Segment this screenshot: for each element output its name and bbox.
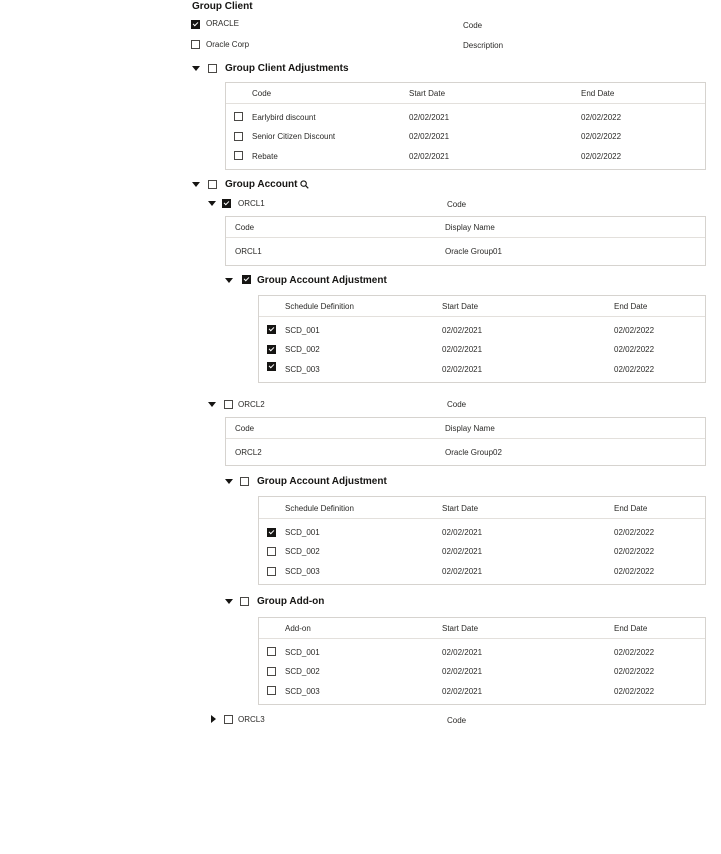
caret-down-icon[interactable] [225,479,233,484]
table-cell-end: 02/02/2022 [614,365,655,374]
table-cell-end: 02/02/2022 [614,326,655,335]
addon-title: Group Add-on [257,596,325,607]
table-cell-end: 02/02/2022 [614,687,655,696]
table-cell-schedule: SCD_003 [285,567,320,576]
account-adjustment-title: Group Account Adjustment [257,476,387,487]
column-header-schedule-definition: Schedule Definition [285,504,354,513]
group-account-title: Group Account [225,179,298,190]
table-cell-code: ORCL1 [235,247,262,256]
table-cell-start: 02/02/2021 [409,152,450,161]
client-name-oracle-corp: Oracle Corp [206,40,250,49]
account-adjustment-title: Group Account Adjustment [257,275,387,286]
column-header-end-date: End Date [581,89,615,98]
row-checkbox[interactable] [267,667,276,676]
oracle-corp-checkbox[interactable] [191,40,200,49]
table-divider [226,438,705,439]
table-cell-schedule: SCD_002 [285,547,320,556]
column-header-start-date: Start Date [442,624,479,633]
addon-checkbox[interactable] [240,597,249,606]
search-icon[interactable] [300,180,309,189]
column-header-code: Code [235,223,255,232]
table-cell-start: 02/02/2021 [442,567,483,576]
account-name-orcl1: ORCL1 [238,199,265,208]
table-cell-start: 02/02/2021 [409,113,450,122]
table-cell-start: 02/02/2021 [442,528,483,537]
column-header-end-date: End Date [614,504,648,513]
account-field-code: Code [447,716,467,725]
row-checkbox[interactable] [234,151,243,160]
caret-down-icon[interactable] [192,66,200,71]
orcl3-checkbox[interactable] [224,715,233,724]
account-field-code: Code [447,200,467,209]
table-divider [259,316,705,317]
client-adjustments-checkbox[interactable] [208,64,217,73]
table-cell-start: 02/02/2021 [442,648,483,657]
client-name-oracle: ORACLE [206,19,239,28]
table-cell-display-name: Oracle Group01 [445,247,502,256]
oracle-checkbox[interactable] [191,20,200,29]
table-cell-start: 02/02/2021 [442,667,483,676]
column-header-end-date: End Date [614,624,648,633]
row-checkbox[interactable] [267,528,276,537]
table-cell-display-name: Oracle Group02 [445,448,502,457]
table-cell-add-on: SCD_001 [285,648,320,657]
table-cell-end: 02/02/2022 [581,152,622,161]
table-cell-code: Senior Citizen Discount [252,132,336,141]
table-cell-end: 02/02/2022 [614,345,655,354]
table-cell-start: 02/02/2021 [409,132,450,141]
table-divider [226,103,705,104]
caret-right-icon[interactable] [211,715,216,723]
row-checkbox[interactable] [234,112,243,121]
table-cell-end: 02/02/2022 [614,528,655,537]
account-name-orcl2: ORCL2 [238,400,265,409]
client-adjustments-table [225,82,706,170]
column-header-start-date: Start Date [442,302,479,311]
row-checkbox[interactable] [267,547,276,556]
table-cell-schedule: SCD_001 [285,528,320,537]
account-adjustment-checkbox[interactable] [240,477,249,486]
table-divider [259,518,705,519]
table-cell-schedule: SCD_003 [285,365,320,374]
table-cell-end: 02/02/2022 [581,132,622,141]
table-cell-start: 02/02/2021 [442,687,483,696]
row-checkbox[interactable] [267,345,276,354]
column-header-code: Code [252,89,272,98]
account-name-orcl3: ORCL3 [238,715,265,724]
table-cell-schedule: SCD_002 [285,345,320,354]
table-cell-add-on: SCD_003 [285,687,320,696]
table-divider [226,237,705,238]
row-checkbox[interactable] [267,567,276,576]
table-divider [259,638,705,639]
column-header-schedule-definition: Schedule Definition [285,302,354,311]
table-cell-schedule: SCD_001 [285,326,320,335]
caret-down-icon[interactable] [208,201,216,206]
account-field-code: Code [447,400,467,409]
group-account-checkbox[interactable] [208,180,217,189]
column-header-display-name: Display Name [445,223,495,232]
table-cell-end: 02/02/2022 [614,567,655,576]
table-cell-start: 02/02/2021 [442,547,483,556]
caret-down-icon[interactable] [208,402,216,407]
table-cell-code: ORCL2 [235,448,262,457]
caret-down-icon[interactable] [192,182,200,187]
table-cell-end: 02/02/2022 [614,648,655,657]
orcl1-checkbox[interactable] [222,199,231,208]
account-adjustment-checkbox[interactable] [242,275,251,284]
row-checkbox[interactable] [267,686,276,695]
caret-down-icon[interactable] [225,278,233,283]
table-cell-end: 02/02/2022 [614,667,655,676]
column-header-start-date: Start Date [409,89,446,98]
row-checkbox[interactable] [267,325,276,334]
column-header-code: Code [235,424,255,433]
client-field-code: Code [463,21,483,30]
table-cell-start: 02/02/2021 [442,326,483,335]
caret-down-icon[interactable] [225,599,233,604]
row-checkbox[interactable] [267,362,276,371]
table-cell-start: 02/02/2021 [442,365,483,374]
column-header-start-date: Start Date [442,504,479,513]
table-cell-start: 02/02/2021 [442,345,483,354]
table-cell-code: Rebate [252,152,278,161]
client-field-description: Description [463,41,504,50]
row-checkbox[interactable] [267,647,276,656]
row-checkbox[interactable] [234,132,243,141]
table-cell-end: 02/02/2022 [614,547,655,556]
table-cell-end: 02/02/2022 [581,113,622,122]
column-header-add-on: Add-on [285,624,311,633]
orcl2-checkbox[interactable] [224,400,233,409]
column-header-display-name: Display Name [445,424,495,433]
column-header-end-date: End Date [614,302,648,311]
group-client-title: Group Client [192,1,253,12]
table-cell-add-on: SCD_002 [285,667,320,676]
client-adjustments-title: Group Client Adjustments [225,63,349,74]
table-cell-code: Earlybird discount [252,113,316,122]
